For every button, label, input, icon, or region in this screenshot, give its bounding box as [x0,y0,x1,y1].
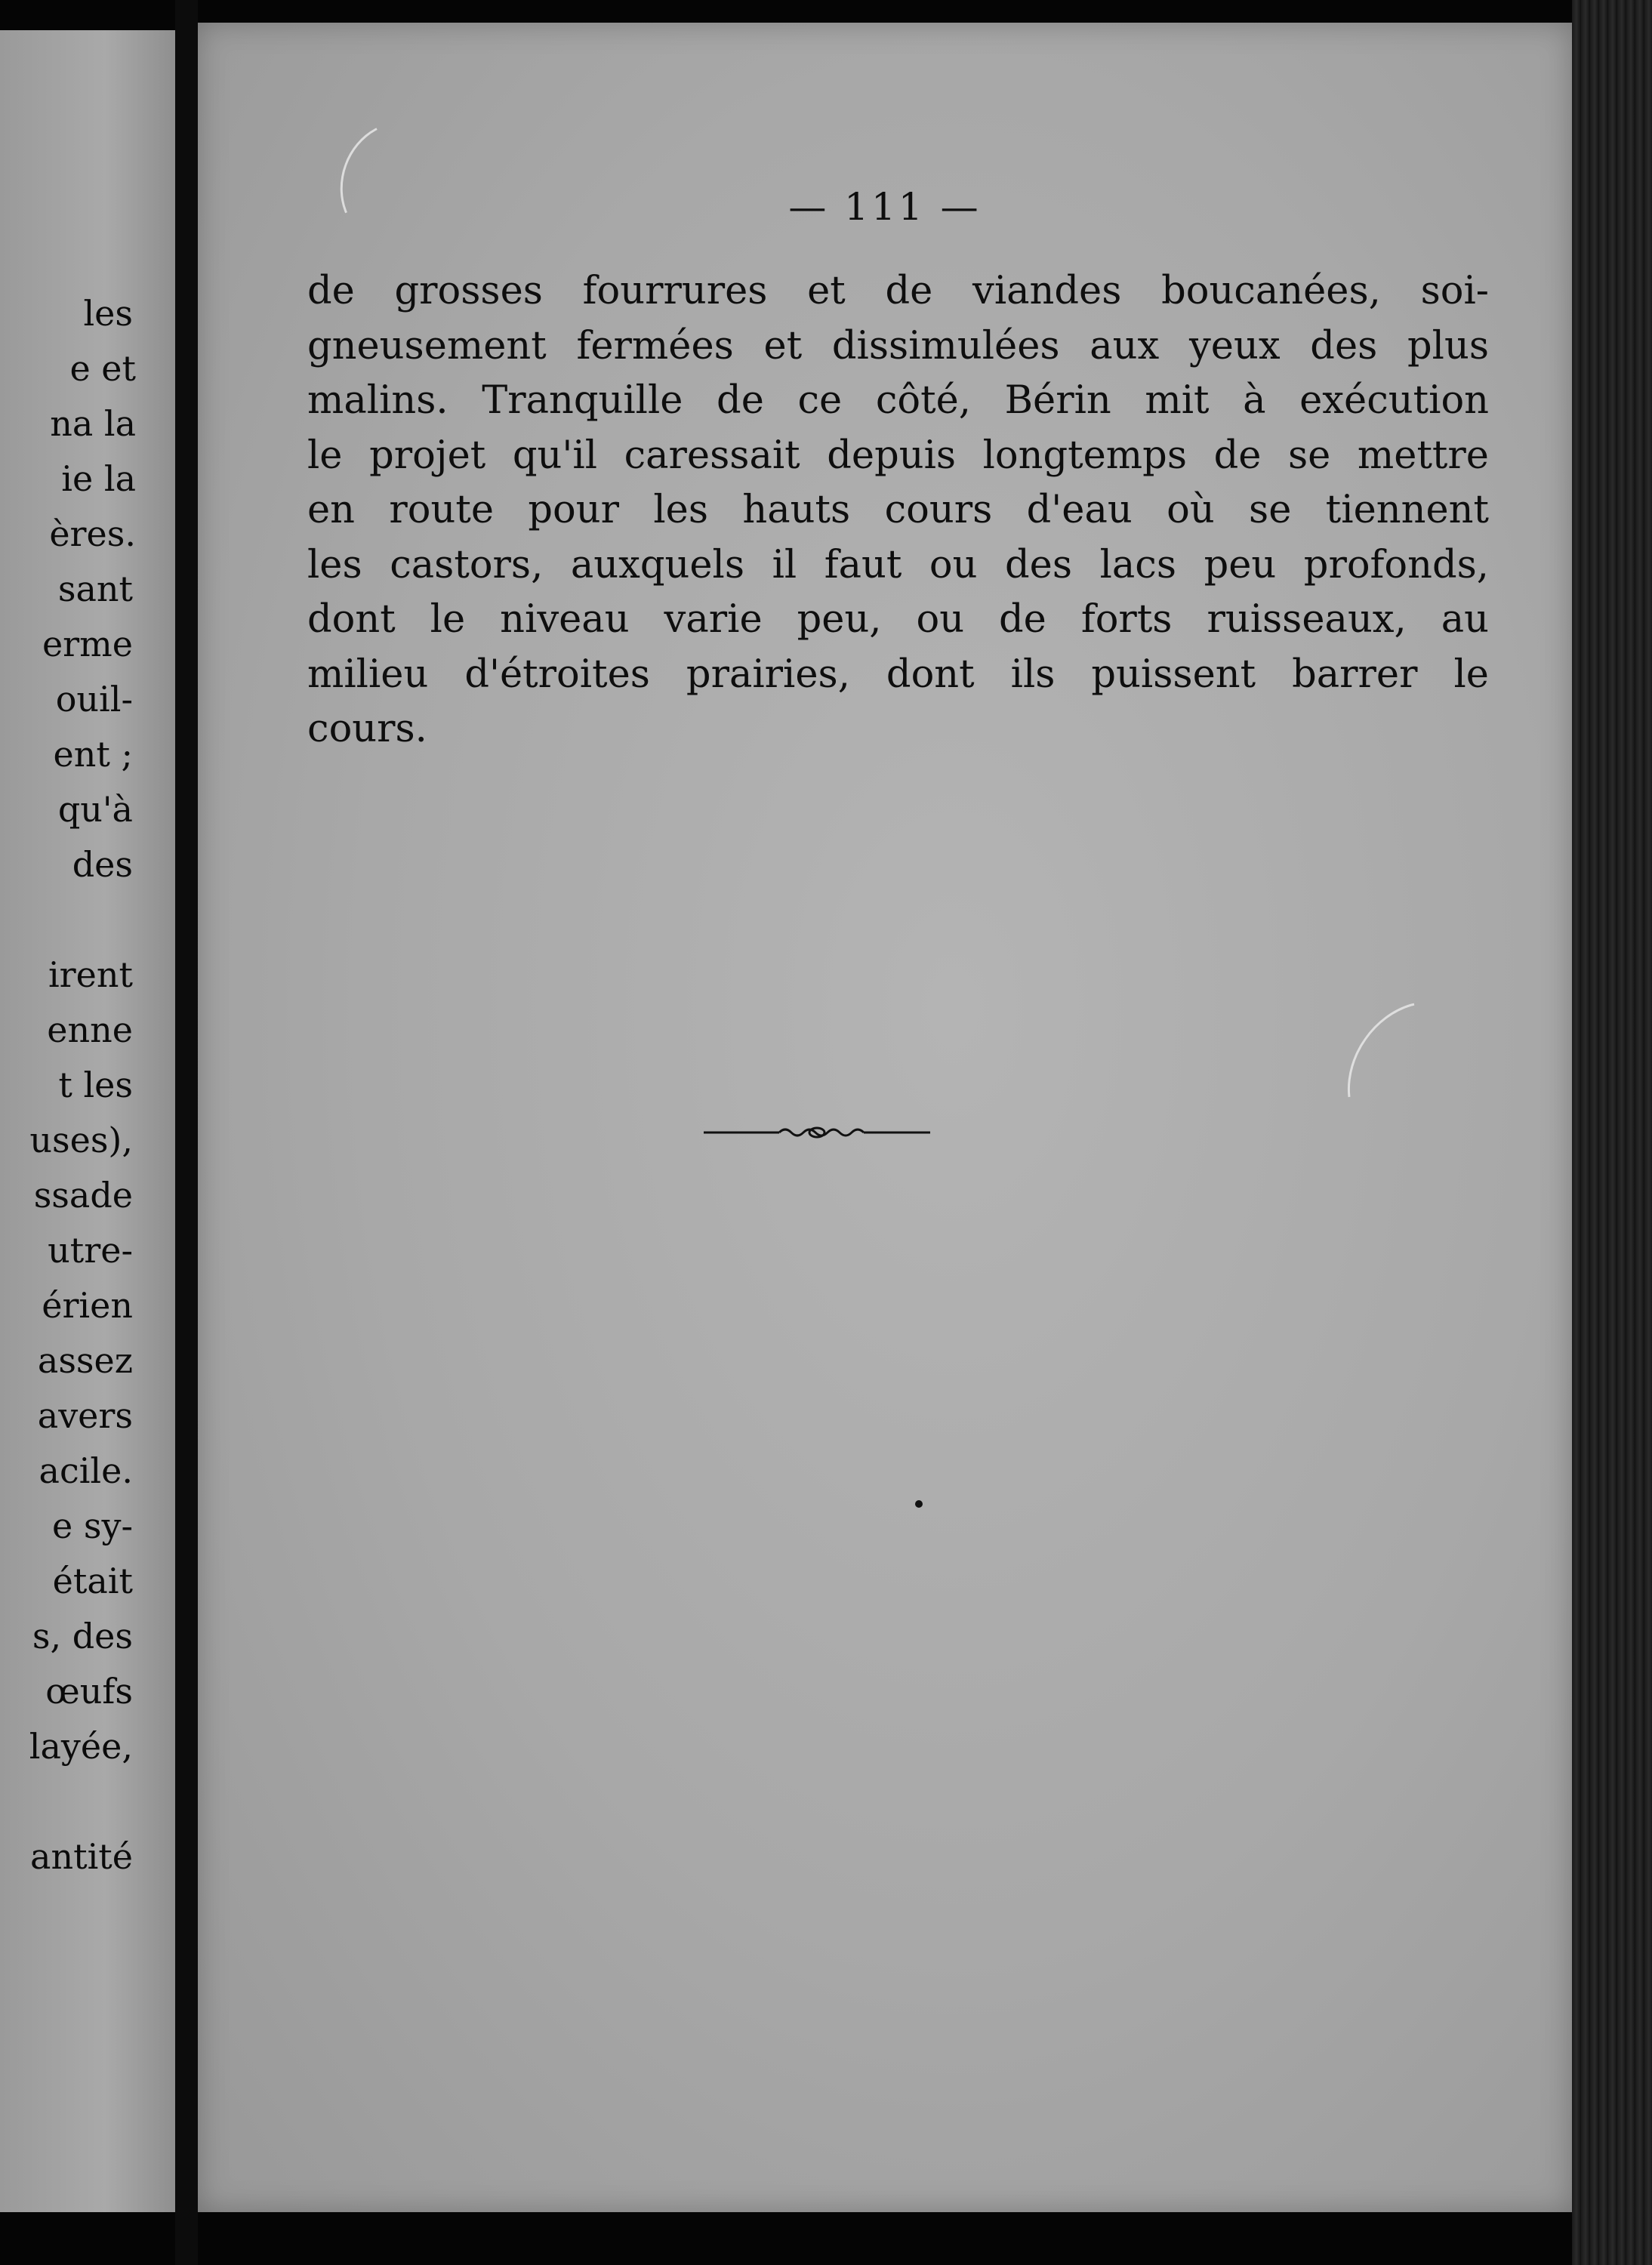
scan-scratch-mark [1320,975,1512,1174]
left-page-line: ssade [33,1175,133,1216]
left-page-line: ent ; [53,734,133,775]
left-page-line: qu'à [57,789,133,830]
left-page-line: érien [42,1285,133,1326]
page-stack-edge [1572,0,1652,2265]
left-page-fragment [0,30,175,2212]
left-page-line: sant [57,569,133,609]
page-number: — 111 — [788,185,982,229]
paragraph-line: dont le niveau varie peu, ou de forts ruisseaux, au [307,597,1489,642]
left-page-line: e et [69,348,136,389]
paragraph-line: cours. [307,707,427,751]
left-page-line: ères. [49,513,136,554]
left-page-line: était [52,1561,133,1601]
paragraph-line: malins. Tranquille de ce côté, Bérin mit à exécution [307,378,1489,423]
left-page-line: uses), [29,1120,133,1160]
left-page-line: erme [42,624,133,664]
left-page-line: avers [37,1395,133,1436]
left-page-line: les [83,293,133,334]
left-page-line: enne [47,1009,133,1050]
paragraph-line: gneusement fermées et dissimulées aux yeux des plus [307,323,1489,368]
left-page-line: e sy- [52,1505,133,1546]
left-page-line: antité [30,1836,133,1877]
book-gutter [175,0,198,2265]
left-page-line: des [72,844,133,885]
main-page [198,23,1572,2212]
left-page-line: acile. [39,1450,133,1491]
scan-scratch-mark [323,106,470,261]
paragraph-line: milieu d'étroites prairies, dont ils puissent barrer le [307,652,1489,697]
body-paragraph [307,264,1489,757]
left-page-line: layée, [29,1726,133,1767]
scroll-divider-icon [704,1121,930,1148]
left-page-line: ouil- [55,679,133,720]
left-page-line: irent [48,954,133,995]
left-page-line: s, des [32,1616,133,1656]
paragraph-line: en route pour les hauts cours d'eau où se tiennent [307,488,1489,532]
left-page-line: assez [37,1340,133,1381]
left-page-line: œufs [45,1671,133,1712]
left-page-line: t les [58,1065,133,1105]
paragraph-line: les castors, auxquels il faut ou des lacs peu profonds, [307,542,1489,587]
ink-speck [915,1500,923,1508]
paragraph-line: le projet qu'il caressait depuis longtemps de se mettre [307,433,1489,478]
left-page-line: na la [50,403,136,444]
paragraph-line: de grosses fourrures et de viandes boucanées, soi- [307,269,1489,313]
left-page-line: utre- [48,1230,133,1271]
left-page-line: ie la [61,458,136,499]
